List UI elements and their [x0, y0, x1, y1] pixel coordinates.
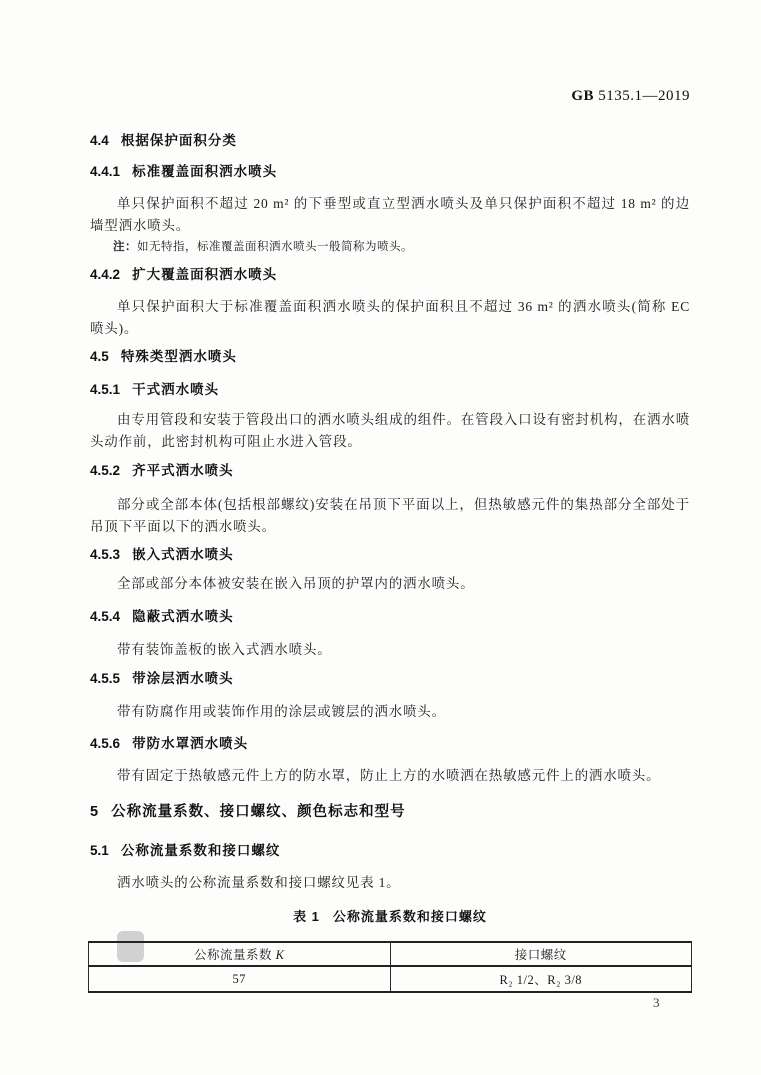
- paragraph-4-5-4: 带有装饰盖板的嵌入式洒水喷头。: [117, 642, 332, 657]
- table-caption-label: 表 1: [293, 909, 320, 924]
- paragraph-4-5-5: 带有防腐作用或装饰作用的涂层或镀层的洒水喷头。: [117, 704, 446, 719]
- section-number: 4.5.4: [90, 609, 121, 624]
- table-cell-k-value: 57: [232, 971, 246, 986]
- section-number: 4.4: [90, 133, 109, 148]
- table-header-thread: 接口螺纹: [390, 942, 692, 966]
- paragraph-5-1: 洒水喷头的公称流量系数和接口螺纹见表 1。: [117, 875, 401, 890]
- section-heading-4-5-5: [90, 671, 690, 686]
- section-number: 5: [90, 804, 99, 820]
- standard-code-prefix: GB: [571, 88, 594, 104]
- page-number: 3: [653, 995, 660, 1010]
- table-cell-thread-value: R₂ 1/2、R₂ 3/8: [390, 966, 692, 992]
- section-heading-4-4-1: [90, 164, 690, 179]
- section-heading-4-5-1: [90, 382, 690, 397]
- section-heading-4-5-4: [90, 609, 690, 624]
- paragraph-4-5-2: 部分或全部本体(包括根部螺纹)安装在吊顶下平面以上，但热敏感元件的集热部分全部处于吊顶下平面以下的洒水喷头。: [90, 497, 690, 534]
- section-heading-4-5-6: [90, 736, 690, 751]
- k-symbol: K: [275, 948, 285, 962]
- section-number: 4.5: [90, 349, 109, 364]
- section-number: 4.4.1: [90, 164, 121, 179]
- section-number: 5.1: [90, 843, 109, 858]
- table-1-caption: [90, 906, 690, 925]
- table-row: [89, 966, 692, 992]
- paragraph-4-5-1: 由专用管段和安装于管段出口的洒水喷头组成的组件。在管段入口设有密封机构，在洒水喷头动作前，此密封机构可阻止水进入管段。: [90, 412, 690, 449]
- section-number: 4.4.2: [90, 267, 121, 282]
- section-number: 4.5.2: [90, 463, 121, 478]
- section-heading-4-4: [90, 133, 690, 148]
- section-title: 扩大覆盖面积洒水喷头: [132, 267, 278, 282]
- paragraph-4-4-2: 单只保护面积大于标准覆盖面积洒水喷头的保护面积且不超过 36 m² 的洒水喷头(简称 EC 喷头)。: [90, 299, 690, 336]
- standard-number-header: [90, 88, 690, 105]
- standard-code-number: 5135.1—2019: [594, 88, 690, 104]
- section-heading-4-5-3: [90, 547, 690, 562]
- section-number: 4.5.5: [90, 671, 121, 686]
- paragraph-4-4-1: 单只保护面积不超过 20 m² 的下垂型或直立型洒水喷头及单只保护面积不超过 18 m² 的边墙型洒水喷头。: [90, 196, 690, 233]
- section-title: 根据保护面积分类: [120, 133, 237, 148]
- section-title: 隐蔽式洒水喷头: [132, 609, 234, 624]
- section-number: 4.5.6: [90, 736, 121, 751]
- table-header-k-coefficient: 公称流量系数 K: [194, 948, 285, 962]
- section-title: 特殊类型洒水喷头: [120, 349, 237, 364]
- section-heading-5: [90, 805, 690, 820]
- section-title: 带防水罩洒水喷头: [132, 736, 249, 751]
- section-heading-4-4-2: [90, 267, 690, 282]
- section-title: 公称流量系数和接口螺纹: [120, 843, 281, 858]
- table-header-row: [89, 942, 692, 966]
- table-1-nominal-flow-coefficient: [88, 941, 692, 993]
- section-title: 嵌入式洒水喷头: [132, 547, 234, 562]
- section-heading-4-5: [90, 349, 690, 364]
- section-number: 4.5.1: [90, 382, 121, 397]
- section-title: 干式洒水喷头: [132, 382, 220, 397]
- section-number: 4.5.3: [90, 547, 121, 562]
- section-heading-4-5-2: [90, 463, 690, 478]
- section-title: 带涂层洒水喷头: [132, 671, 234, 686]
- paragraph-4-5-6: 带有固定于热敏感元件上方的防水罩，防止上方的水喷洒在热敏感元件上的洒水喷头。: [117, 768, 661, 783]
- paragraph-4-5-3: 全部或部分本体被安装在嵌入吊顶的护罩内的洒水喷头。: [117, 576, 475, 591]
- section-title: 齐平式洒水喷头: [132, 463, 234, 478]
- section-title: 标准覆盖面积洒水喷头: [132, 164, 278, 179]
- note-label: 注：: [113, 241, 137, 253]
- table-caption-title: 公称流量系数和接口螺纹: [332, 909, 487, 924]
- section-title: 公称流量系数、接口螺纹、颜色标志和型号: [111, 804, 406, 820]
- note-4-4-1: [90, 239, 713, 255]
- section-heading-5-1: [90, 843, 690, 858]
- note-text: 如无特指，标准覆盖面积洒水喷头一般简称为喷头。: [137, 241, 413, 253]
